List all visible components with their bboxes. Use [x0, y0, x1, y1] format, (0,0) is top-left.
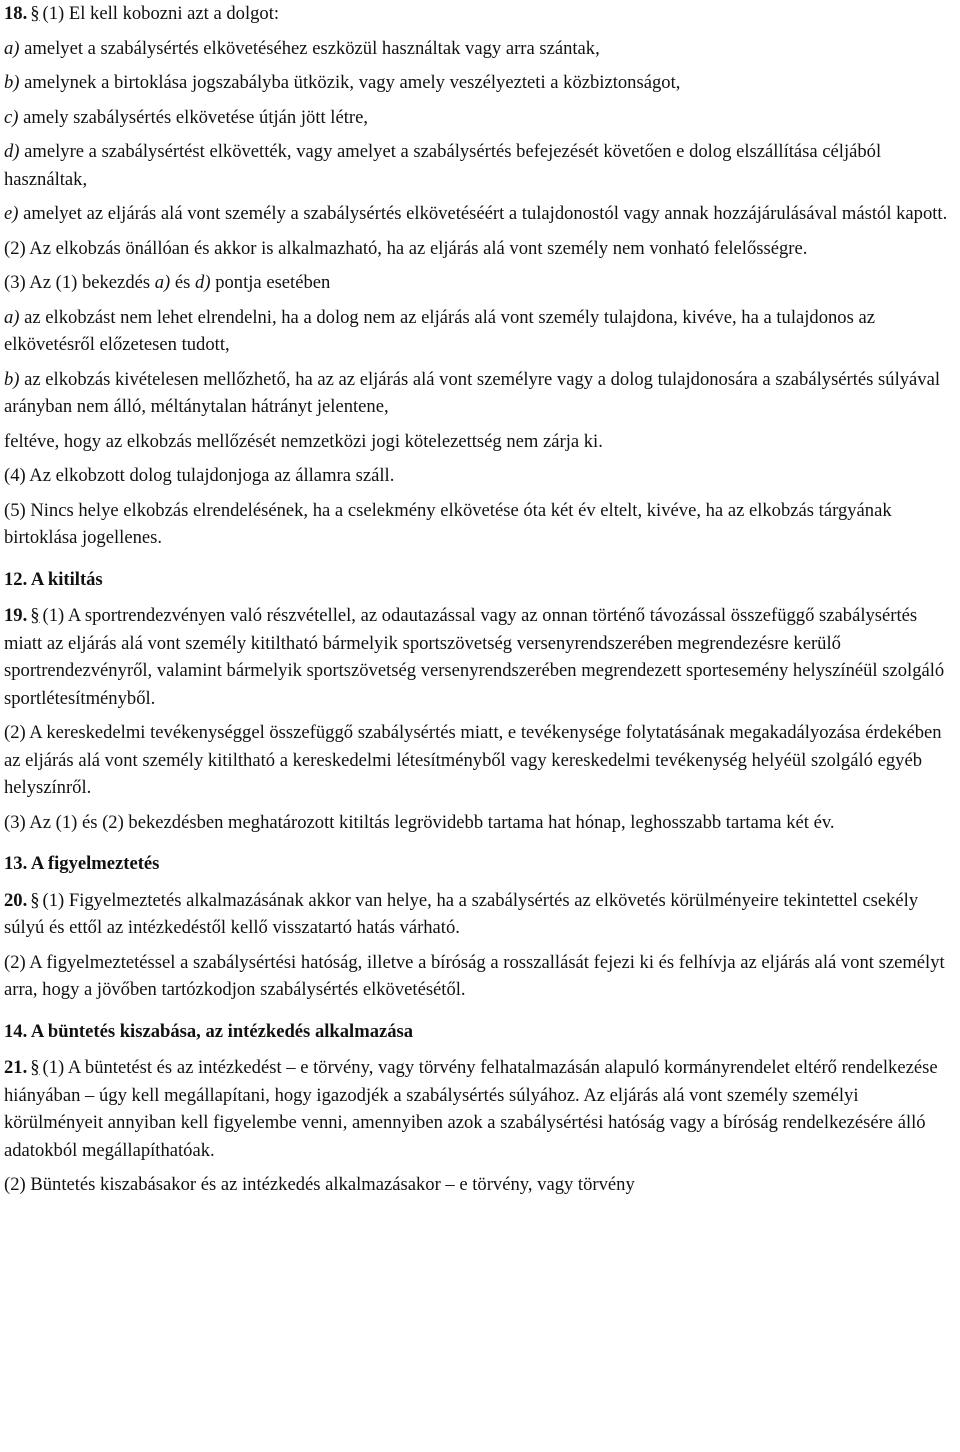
paragraph: [4, 269, 958, 297]
paragraph-text: (2) A figyelmeztetéssel a szabálysértési hatóság, illetve a bíróság a rosszallását fejezi ki és felhívja az eljárás alá vont személyt arra, hogy a jövőben tartózkodjon szabálysértés elkövetésétől.: [4, 951, 945, 1000]
section-sign: §: [30, 605, 40, 626]
paragraph-text: (2) Büntetés kiszabásakor és az intézkedés alkalmazásakor – e törvény, vagy törvény: [4, 1174, 635, 1195]
section-paragraph: [4, 602, 958, 712]
paragraph-text: az elkobzást nem lehet elrendelni, ha a dolog nem az eljárás alá vont személy tulajdona, kivéve, ha a tulajdonos az elkövetésről előzetesen tudott,: [4, 306, 875, 355]
section-paragraph: [4, 0, 958, 28]
paragraph-text: amelynek a birtoklása jogszabályba ütközik, vagy amely veszélyezteti a közbiztonságot,: [19, 72, 681, 93]
section-sign: §: [30, 1057, 40, 1078]
section-sign: §: [30, 3, 40, 24]
paragraph-text: (1) Figyelmeztetés alkalmazásának akkor van helye, ha a szabálysértés az elkövetés körülményeire tekintettel csekély súlyú és ettől az intézkedéstől kellő visszatartó hatás várható.: [4, 889, 919, 938]
paragraph: [4, 200, 958, 228]
paragraph-text: (1) El kell kobozni azt a dolgot:: [42, 3, 280, 24]
section-heading: 13. A figyelmeztetés: [4, 853, 160, 874]
paragraph: [4, 719, 958, 802]
point-label: a): [154, 272, 171, 293]
section-heading: 14. A büntetés kiszabása, az intézkedés alkalmazása: [4, 1020, 414, 1042]
paragraph: [4, 462, 958, 490]
paragraph-text: (4) Az elkobzott dolog tulajdonjoga az államra száll.: [4, 465, 395, 486]
paragraph: [4, 235, 958, 263]
section-paragraph: [4, 887, 958, 942]
paragraph-text: amelyre a szabálysértést elkövették, vagy amelyet a szabálysértés befejezését követően e dolog elszállítása céljából használtak,: [4, 141, 882, 190]
paragraph-text: (5) Nincs helye elkobzás elrendelésének, ha a cselekmény elkövetése óta két év eltelt, kivéve, ha az elkobzás tárgyának birtoklása jogellenes.: [4, 499, 892, 548]
point-label: c): [4, 106, 19, 128]
section-sign: §: [30, 889, 40, 911]
paragraph-text: amely szabálysértés elkövetése útján jött létre,: [18, 106, 368, 128]
paragraph: [4, 428, 958, 456]
section-number: 19.: [4, 605, 28, 626]
paragraph-text: pontja esetében: [210, 272, 331, 293]
section-number: 18.: [4, 3, 28, 24]
paragraph-text: (2) Az elkobzás önállóan és akkor is alkalmazható, ha az eljárás alá vont személy nem vonható felelősségre.: [4, 237, 808, 259]
point-label: a): [4, 306, 20, 328]
paragraph-text: (1) A büntetést és az intézkedést – e törvény, vagy törvény felhatalmazásán alapuló kormányrendelet eltérő rendelkezése hiányában – úgy kell megállapítani, hogy igazodjék a szabálysértés súlyához. Az eljárás alá vont személy személyi körülményeit annyiban kell figyelembe venni, amennyiben azok a szabálysértési hatóság vagy a bíróság rendelkezésére álló adatokból megállapíthatóak.: [4, 1057, 938, 1161]
paragraph-text: (1) A sportrendezvényen való részvétellel, az odautazással vagy az onnan történő távozással összefüggő szabálysértés miatt az eljárás alá vont személy kitiltható bármelyik sportszövetség versenyrendszerében megrendezésre kerülő sportrendezvényről, valamint bármelyik sportszövetség versenyrendszerében megrendezett sportesemény helyszínéül szolgáló sportlétesítményből.: [4, 605, 945, 709]
paragraph-text: (2) A kereskedelmi tevékenységgel összefüggő szabálysértés miatt, e tevékenysége folytatásának megakadályozása érdekében az eljárás alá vont személy kitiltható a kereskedelmi létesítményből vagy kereskedelmi tevékenység helyéül szolgáló egyéb helyszínről.: [4, 722, 942, 798]
paragraph: [4, 949, 958, 1004]
point-label: b): [4, 368, 20, 390]
point-label: d): [195, 272, 211, 293]
section-paragraph: [4, 1054, 958, 1164]
paragraph: [4, 138, 958, 193]
section-heading: 12. A kitiltás: [4, 568, 103, 590]
paragraph: [4, 69, 958, 97]
paragraph: [4, 35, 958, 63]
paragraph: [4, 1171, 958, 1199]
paragraph-text: (3) Az (1) és (2) bekezdésben meghatározott kitiltás legrövidebb tartama hat hónap, leghosszabb tartama két év.: [4, 811, 835, 833]
paragraph: [4, 304, 958, 359]
section-number: 20.: [4, 889, 28, 911]
paragraph: [4, 104, 958, 132]
point-label: b): [4, 72, 20, 93]
paragraph-text: feltéve, hogy az elkobzás mellőzését nemzetközi jogi kötelezettség nem zárja ki.: [4, 430, 603, 452]
paragraph: [4, 497, 958, 552]
paragraph: [4, 366, 958, 421]
paragraph-text: (3) Az (1) bekezdés: [4, 272, 155, 293]
point-label: d): [4, 141, 20, 162]
paragraph-text: az elkobzás kivételesen mellőzhető, ha az az eljárás alá vont személyre vagy a dolog tulajdonosára a szabálysértés súlyával arányban nem álló, méltánytalan hátrányt jelentene,: [4, 368, 941, 417]
section-number: 21.: [4, 1057, 28, 1078]
point-label: e): [4, 203, 19, 224]
paragraph-text: amelyet a szabálysértés elkövetéséhez eszközül használtak vagy arra szántak,: [19, 37, 600, 59]
paragraph-text: és: [170, 272, 196, 293]
paragraph-text: amelyet az eljárás alá vont személy a szabálysértés elkövetéséért a tulajdonostól vagy annak hozzájárulásával mástól kapott.: [18, 203, 948, 224]
paragraph: [4, 809, 958, 837]
point-label: a): [4, 37, 20, 59]
